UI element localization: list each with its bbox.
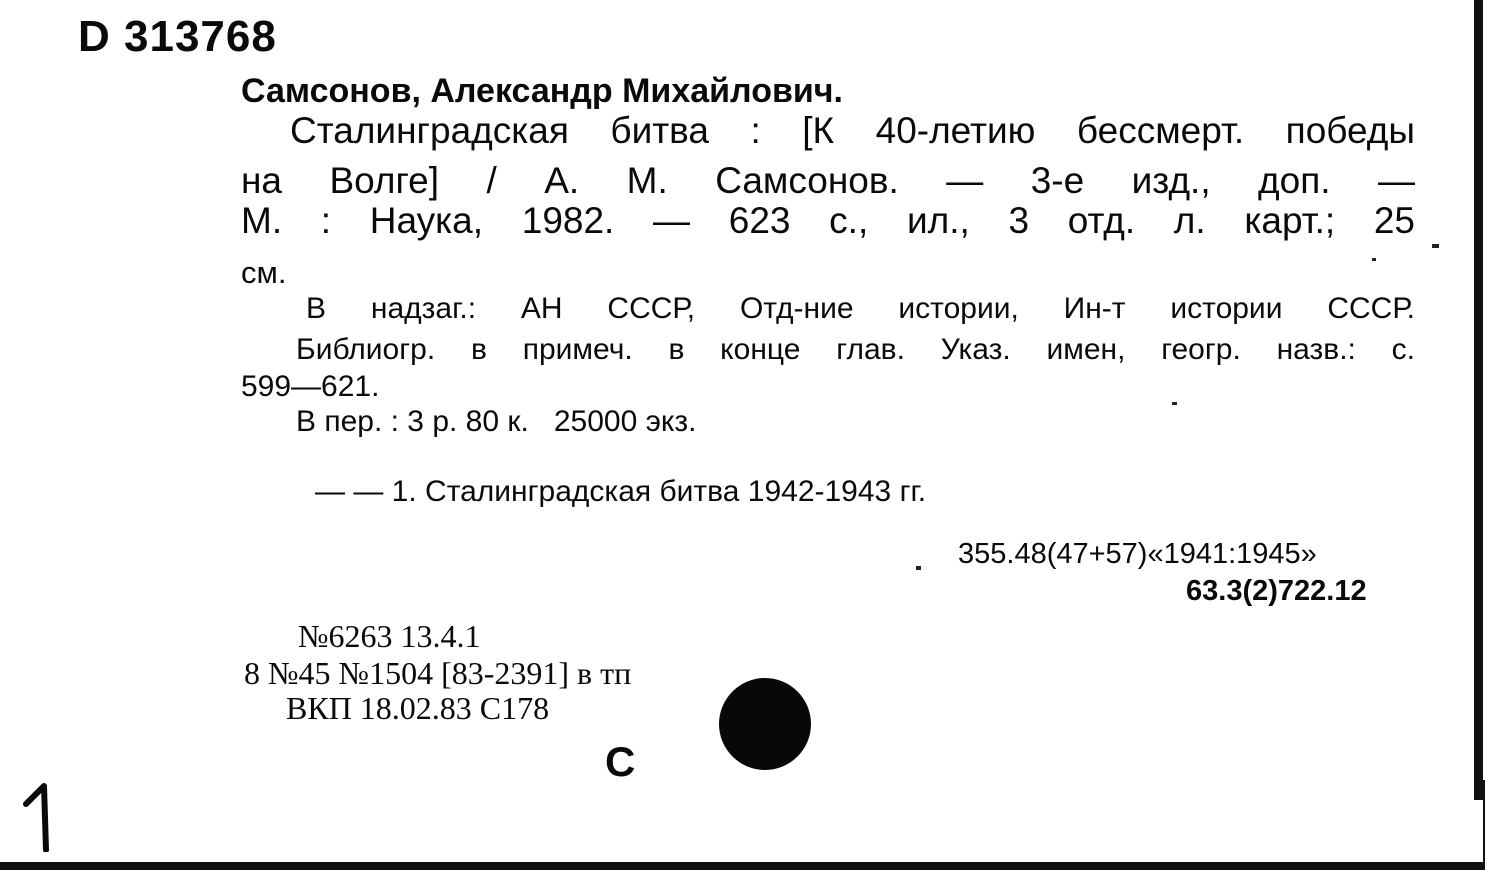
call-number: D 313768 (78, 12, 277, 61)
description-line-2: на Волге] / А. М. Самсонов. — 3-е изд., доп. — (241, 160, 1415, 201)
tech-line-3: ВКП 18.02.83 С178 (286, 690, 550, 726)
tech-line-1: №6263 13.4.1 (298, 618, 481, 654)
note-line-4: В пер. : 3 р. 80 к. 25000 экз. (296, 405, 697, 438)
speck (1172, 402, 1177, 405)
note-line-1: В надзаг.: АН СССР, Отд-ние истории, Ин-т истории СССР. (306, 292, 1415, 325)
card-bottom-edge (0, 862, 1485, 870)
card-right-edge (1474, 0, 1483, 800)
author-heading: Самсонов, Александр Михайлович. (241, 72, 843, 110)
bbk-classification: 63.3(2)722.12 (1186, 575, 1367, 607)
tech-line-2: 8 №45 №1504 [83-2391] в тп (244, 655, 632, 691)
handwritten-mark-icon (22, 780, 62, 852)
subject-heading: — — 1. Сталинградская битва 1942-1943 гг. (315, 475, 927, 508)
punch-hole (719, 678, 811, 770)
letter-mark: С (605, 738, 636, 785)
speck (916, 566, 921, 570)
speck (1432, 244, 1439, 248)
note-line-3: 599—621. (241, 370, 380, 403)
note-line-2: Библиогр. в примеч. в конце глав. Указ. имен, геогр. назв.: с. (296, 333, 1415, 366)
card-right-notch (1476, 440, 1483, 530)
description-line-1: Сталинградская битва : [К 40-летию бессмерт. победы (290, 110, 1415, 151)
description-line-4: см. (241, 255, 287, 290)
description-line-3: М. : Наука, 1982. — 623 с., ил., 3 отд. л. карт.; 25 (241, 200, 1415, 241)
speck (1372, 258, 1376, 261)
udc-classification: 355.48(47+57)«1941:1945» (958, 538, 1317, 570)
